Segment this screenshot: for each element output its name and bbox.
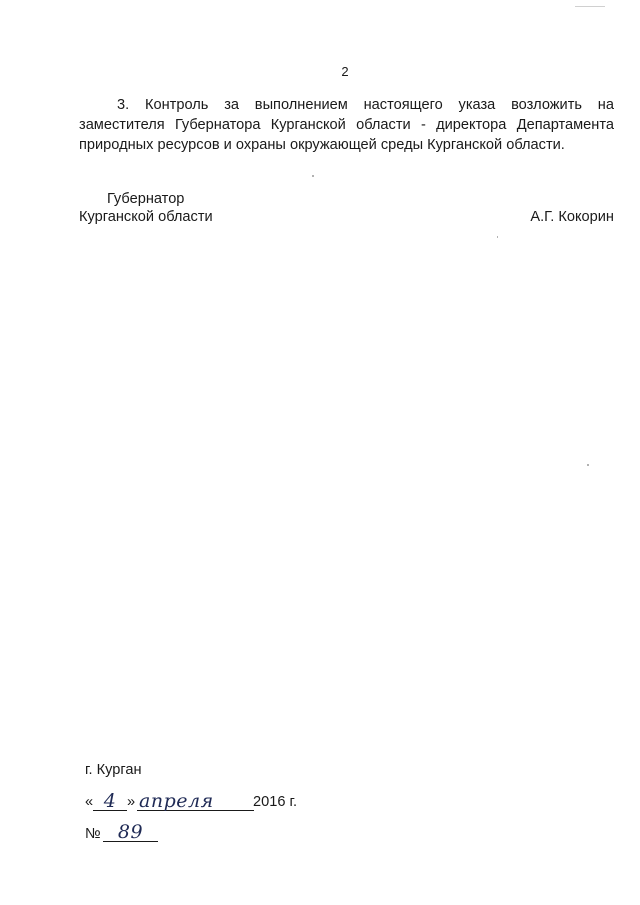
- signature-title-line2: Курганской области: [79, 209, 213, 225]
- scan-speck: [312, 175, 314, 177]
- scan-speck: [497, 236, 498, 238]
- number-sign: №: [85, 826, 101, 842]
- issue-date: [85, 790, 325, 816]
- issue-place: г. Курган: [85, 762, 142, 778]
- signature-title-line1: Губернатор: [107, 191, 185, 207]
- number-field: 89: [103, 821, 158, 842]
- page-number: 2: [341, 64, 349, 79]
- date-year: 2016 г.: [253, 794, 298, 810]
- signatory-name: А.Г. Кокорин: [530, 209, 614, 225]
- scan-speck: [575, 6, 605, 7]
- date-open-quote: «: [85, 794, 94, 810]
- date-close-quote: »: [127, 794, 136, 810]
- date-month-field: апреля: [137, 790, 254, 811]
- order-paragraph: 3. Контроль за выполнением настоящего указа возложить на заместителя Губернатора Курганской области - директора Департамента природных ресурсов и охраны окружающей среды Курганской области.: [79, 97, 614, 153]
- scan-speck: [587, 464, 589, 466]
- date-day-field: 4: [93, 790, 127, 811]
- document-number: [85, 821, 205, 848]
